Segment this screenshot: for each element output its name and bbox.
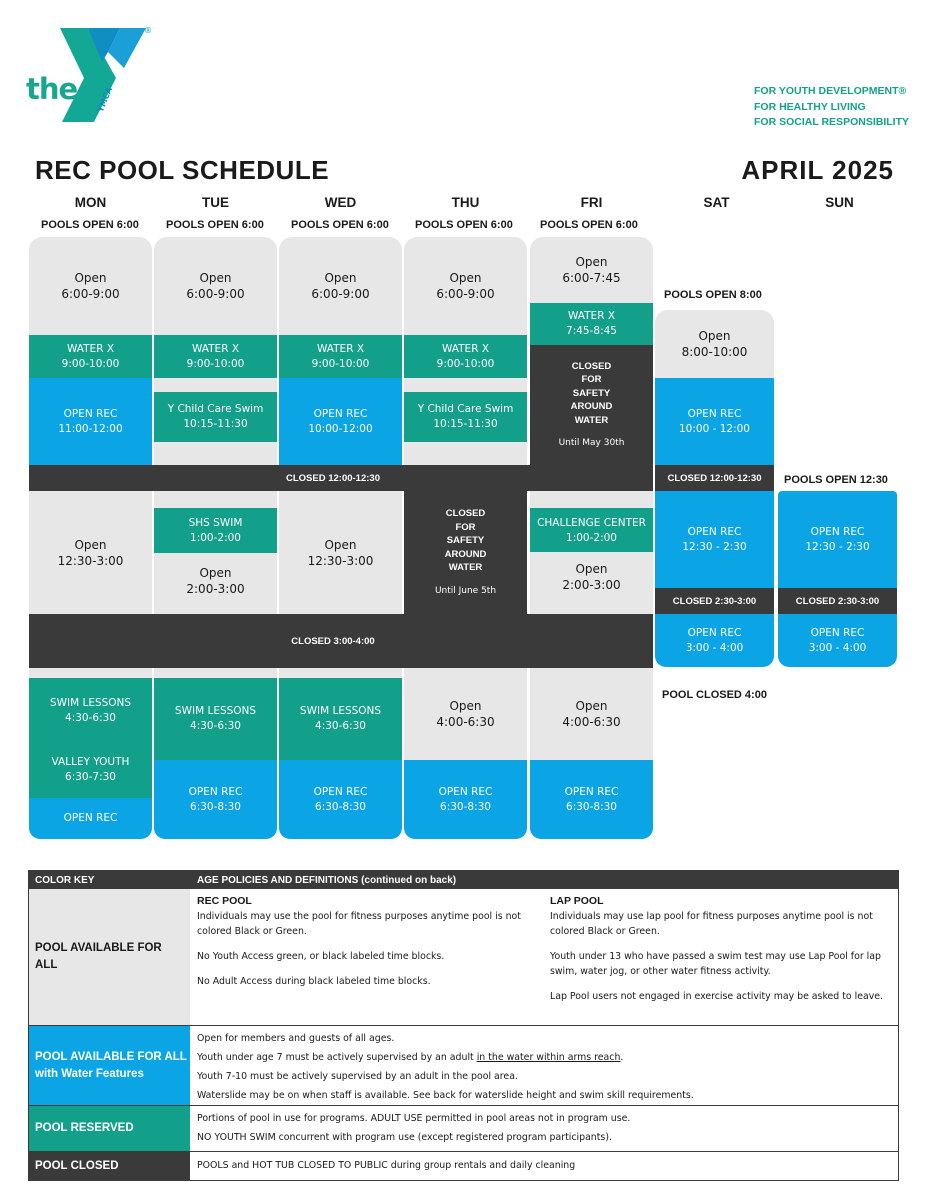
policy-line: Youth under 13 who have passed a swim test may use Lap Pool for lap swim, water jog, or other water fitness activity.	[550, 951, 881, 977]
thu-water-x-block	[404, 335, 527, 378]
wed-open-block	[279, 237, 402, 335]
block-time: 8:00-10:00	[681, 345, 748, 359]
key-swatch-green	[29, 1106, 190, 1151]
day-header-mon: MON	[74, 195, 107, 210]
block-label: WATER X	[567, 310, 616, 322]
until-note: Until June 5th	[434, 585, 497, 596]
block-time: 9:00-10:00	[61, 357, 120, 370]
block-label: Open	[324, 271, 357, 285]
block-label: Open	[199, 566, 232, 580]
policy-line: POOLS and HOT TUB CLOSED TO PUBLIC during group rentals and daily cleaning	[197, 1160, 576, 1171]
tue-evening-gray	[154, 668, 277, 678]
pools-open-note: POOLS OPEN 6:00	[415, 219, 513, 231]
thu-child-care-block	[404, 392, 527, 442]
block-label: SWIM LESSONS	[49, 696, 132, 709]
rec-pool-policy	[197, 894, 542, 989]
block-label: Open	[199, 271, 232, 285]
block-time: 4:30-6:30	[190, 720, 241, 732]
block-label: Open	[449, 699, 482, 713]
block-label: OPEN REC	[63, 812, 118, 824]
block-label: WATER X	[316, 342, 365, 355]
block-label: Open	[324, 537, 357, 552]
key-label: POOL RESERVED	[35, 1122, 134, 1134]
policy-line: NO YOUTH SWIM concurrent with program use (except registered program participants).	[197, 1132, 612, 1143]
policy-line: Individuals may use the pool for fitness purposes anytime pool is not colored Black or Green.	[197, 911, 521, 937]
key-label: POOL AVAILABLE FOR ALL	[35, 942, 162, 971]
closed-noon-bar	[29, 465, 653, 491]
key-header-policies: AGE POLICIES AND DEFINITIONS (continued on back)	[197, 875, 457, 886]
policy-line: No Adult Access during black labeled time blocks.	[197, 976, 431, 987]
pools-open-note: POOLS OPEN 6:00	[540, 219, 638, 231]
block-time: 1:00-2:00	[190, 531, 241, 544]
block-label: OPEN REC	[313, 407, 368, 420]
until-note: Until May 30th	[558, 438, 625, 448]
lap-pool-title: LAP POOL	[550, 895, 604, 907]
fri-open-rec-evening-block	[530, 760, 653, 839]
tue-child-care-block	[154, 392, 277, 442]
block-time: 12:30-3:00	[57, 553, 124, 568]
mon-swim-lessons-block	[29, 678, 152, 798]
closed-noon-label: CLOSED 12:00-12:30	[667, 472, 762, 484]
closed-line: FOR	[581, 374, 602, 385]
block-label: WATER X	[66, 342, 115, 355]
block-time: 2:00-3:00	[186, 582, 245, 596]
closed-line: AROUND	[570, 401, 613, 412]
block-time: 6:00-9:00	[186, 287, 245, 301]
block-label: SWIM LESSONS	[299, 705, 382, 717]
block-time: 6:00-9:00	[436, 287, 495, 301]
closed-line: CLOSED	[445, 508, 486, 519]
key-label: POOL AVAILABLE FOR ALL with Water Features	[35, 1050, 187, 1080]
thu-open-rec-evening-block	[404, 760, 527, 839]
block-label: WATER X	[441, 342, 490, 355]
mon-open-rec-evening-block	[29, 798, 152, 839]
sat-open-rec-3-block	[655, 614, 774, 667]
key-swatch-blue	[29, 1026, 190, 1105]
thu-closed-safety-block	[404, 491, 527, 614]
sat-open-rec-am-block	[655, 378, 774, 465]
pools-open-note-sun: POOLS OPEN 12:30	[784, 474, 888, 486]
mon-evening-gray	[29, 668, 152, 678]
block-time: 4:30-6:30	[315, 720, 366, 732]
closed-3-4-bar	[29, 614, 653, 668]
pool-closed-note-sat: POOL CLOSED 4:00	[662, 689, 767, 701]
key-header-color: COLOR KEY	[35, 875, 95, 886]
tagline-line: FOR YOUTH DEVELOPMENT®	[754, 85, 907, 97]
block-label: CHALLENGE CENTER	[537, 516, 646, 529]
day-header-thu: THU	[451, 195, 480, 210]
block-time: 3:00 - 4:00	[685, 641, 744, 654]
policy-line: No Youth Access green, or black labeled time blocks.	[197, 951, 445, 962]
closed-230-label: CLOSED 2:30-3:00	[795, 595, 880, 607]
wed-evening-gray	[279, 668, 402, 678]
mon-open-afternoon-block	[29, 491, 152, 614]
block-label: OPEN REC	[810, 525, 865, 538]
sun-open-rec-1230-block	[778, 491, 897, 588]
tagline-line: FOR SOCIAL RESPONSIBILITY	[754, 116, 909, 128]
policy-line: Youth 7-10 must be actively supervised by an adult in the pool area.	[197, 1071, 518, 1082]
month-title: APRIL 2025	[741, 155, 894, 185]
block-label: Open	[575, 255, 608, 269]
key-row-water-features	[29, 1026, 898, 1105]
closed-line: CLOSED	[571, 360, 612, 372]
closed-line: WATER	[448, 562, 483, 573]
policy-line-supervision	[197, 1048, 887, 1067]
tue-water-x-block	[154, 335, 277, 378]
sun-open-rec-3-block	[778, 614, 897, 667]
day-header-tue: TUE	[202, 195, 229, 210]
day-header-sat: SAT	[703, 195, 730, 210]
block-time: 9:00-10:00	[436, 357, 495, 370]
pools-open-note: POOLS OPEN 6:00	[41, 219, 139, 231]
logo-the-text: the	[26, 72, 78, 106]
block-time: 2:00-3:00	[562, 578, 621, 592]
block-time: 10:00 - 12:00	[679, 422, 750, 435]
closed-line: AROUND	[444, 548, 487, 560]
block-label: Open	[698, 329, 731, 343]
block-label: OPEN REC	[438, 785, 493, 798]
block-time: 6:30-8:30	[315, 800, 366, 813]
sat-open-rec-1230-block	[655, 491, 774, 588]
wed-water-x-block	[279, 335, 402, 378]
page-title: REC POOL SCHEDULE	[35, 155, 330, 185]
policy-line: Lap Pool users not engaged in exercise activity may be asked to leave.	[550, 991, 884, 1002]
day-header-fri: FRI	[580, 195, 603, 210]
block-label: OPEN REC	[564, 785, 619, 798]
key-swatch-gray	[29, 889, 190, 1025]
block-time: 6:30-8:30	[566, 800, 617, 813]
block-time: 6:30-8:30	[190, 800, 241, 813]
block-time: 9:00-10:00	[311, 357, 370, 370]
closed-line: SAFETY	[446, 535, 485, 546]
policy-line: Open for members and guests of all ages.	[197, 1033, 395, 1044]
pools-open-note: POOLS OPEN 6:00	[291, 219, 389, 231]
color-key-table	[28, 870, 899, 1181]
wed-swim-lessons-block	[279, 678, 402, 760]
block-time: 6:00-7:45	[562, 271, 621, 285]
closed-line: SAFETY	[572, 387, 611, 399]
block-label: OPEN REC	[313, 785, 368, 798]
wed-open-rec-block	[279, 378, 402, 465]
sat-closed-230-bar	[655, 588, 774, 614]
key-swatch-dark	[29, 1152, 190, 1180]
key-row-available	[29, 889, 898, 1025]
block-label: Open	[449, 271, 482, 285]
day-header-wed: WED	[324, 195, 357, 210]
block-label: Open	[74, 537, 107, 552]
mon-open-rec-block	[29, 378, 152, 465]
block-time: 11:00-12:00	[58, 422, 123, 435]
block-label: OPEN REC	[687, 525, 742, 538]
fri-open-evening-block	[530, 668, 653, 760]
wed-open-rec-evening-block	[279, 760, 402, 839]
policy-text: Youth under age 7 must be actively supervised by an adult	[197, 1052, 477, 1063]
block-label: VALLEY YOUTH	[51, 755, 130, 768]
closed-3-4-label: CLOSED 3:00-4:00	[291, 635, 375, 647]
sat-open-block	[655, 310, 774, 378]
mon-open-block	[29, 237, 152, 335]
block-time: 12:30-3:00	[307, 553, 374, 568]
fri-open-block	[530, 237, 653, 303]
registered-mark: ®	[144, 26, 152, 35]
policy-line: Portions of pool in use for programs. ADULT USE permitted in pool areas not in program use.	[197, 1113, 631, 1124]
block-label: Open	[575, 562, 608, 576]
pools-open-note: POOLS OPEN 6:00	[166, 219, 264, 231]
fri-open-2-3-block	[530, 552, 653, 602]
block-label: OPEN REC	[188, 785, 243, 798]
sun-closed-230-bar	[778, 588, 897, 614]
block-time: 10:15-11:30	[183, 418, 248, 430]
water-features-policy	[197, 1029, 887, 1105]
reserved-policy	[197, 1109, 887, 1147]
block-time: 12:30 - 2:30	[805, 540, 870, 553]
policy-line: Individuals may use lap pool for fitness purposes anytime pool is not colored Black or Green.	[550, 911, 873, 937]
block-label: SWIM LESSONS	[174, 705, 257, 717]
block-time: 3:00 - 4:00	[808, 641, 867, 654]
block-label: Open	[575, 699, 608, 713]
fri-water-x-block	[530, 303, 653, 345]
closed-line: FOR	[455, 521, 476, 533]
block-label: OPEN REC	[687, 626, 742, 639]
block-time: 6:00-9:00	[61, 287, 120, 301]
tue-swim-lessons-block	[154, 678, 277, 760]
policy-text: .	[620, 1052, 624, 1063]
block-label: Y Child Care Swim	[417, 403, 514, 415]
mon-water-x-block	[29, 335, 152, 378]
tue-open-2-3-block	[154, 556, 277, 606]
closed-line: WATER	[574, 414, 609, 426]
block-time: 10:15-11:30	[433, 418, 498, 430]
tue-shs-swim-block	[154, 508, 277, 553]
block-label: OPEN REC	[810, 626, 865, 639]
block-time: 7:45-8:45	[566, 325, 617, 337]
block-label: Open	[74, 271, 107, 285]
rec-pool-title: REC POOL	[197, 895, 252, 907]
key-header	[29, 871, 898, 889]
logo-ymca-text: YMCA	[96, 86, 115, 114]
block-time: 9:00-10:00	[186, 357, 245, 370]
thu-open-evening-block	[404, 668, 527, 760]
policy-text-underlined: in the water within arms reach	[476, 1052, 621, 1063]
block-time: 4:30-6:30	[65, 711, 116, 724]
fri-closed-safety-block	[530, 345, 653, 465]
fri-challenge-center-block	[530, 508, 653, 553]
block-label: Y Child Care Swim	[167, 403, 264, 415]
ymca-logo	[24, 22, 159, 130]
thu-open-block	[404, 237, 527, 335]
lap-pool-policy	[550, 894, 890, 1004]
closed-230-label: CLOSED 2:30-3:00	[672, 595, 757, 607]
block-label: OPEN REC	[687, 407, 742, 420]
block-time: 4:00-6:30	[436, 715, 495, 729]
block-time: 6:30-7:30	[65, 770, 116, 783]
closed-policy	[197, 1158, 887, 1173]
block-time: 1:00-2:00	[566, 531, 617, 544]
key-label: POOL CLOSED	[35, 1159, 119, 1172]
block-time: 6:30-8:30	[440, 800, 491, 813]
key-row-closed	[29, 1152, 898, 1180]
block-label: SHS SWIM	[188, 516, 243, 529]
tagline	[754, 84, 909, 131]
sat-closed-noon-bar	[655, 465, 774, 491]
tue-open-rec-evening-block	[154, 760, 277, 839]
key-row-reserved	[29, 1106, 898, 1151]
block-time: 10:00-12:00	[308, 422, 373, 435]
block-label: WATER X	[191, 342, 240, 355]
tue-open-block	[154, 237, 277, 335]
block-label: OPEN REC	[63, 407, 118, 420]
block-time: 6:00-9:00	[311, 287, 370, 301]
tagline-line: FOR HEALTHY LIVING	[754, 100, 866, 113]
pools-open-note-sat: POOLS OPEN 8:00	[664, 289, 762, 301]
day-header-sun: SUN	[825, 195, 854, 210]
policy-line: Waterslide may be on when staff is available. See back for waterslide height and swim skill requirements.	[197, 1090, 694, 1101]
wed-open-afternoon-block	[279, 491, 402, 614]
closed-noon-label: CLOSED 12:00-12:30	[286, 472, 380, 484]
block-time: 12:30 - 2:30	[682, 540, 747, 553]
block-time: 4:00-6:30	[562, 715, 621, 729]
